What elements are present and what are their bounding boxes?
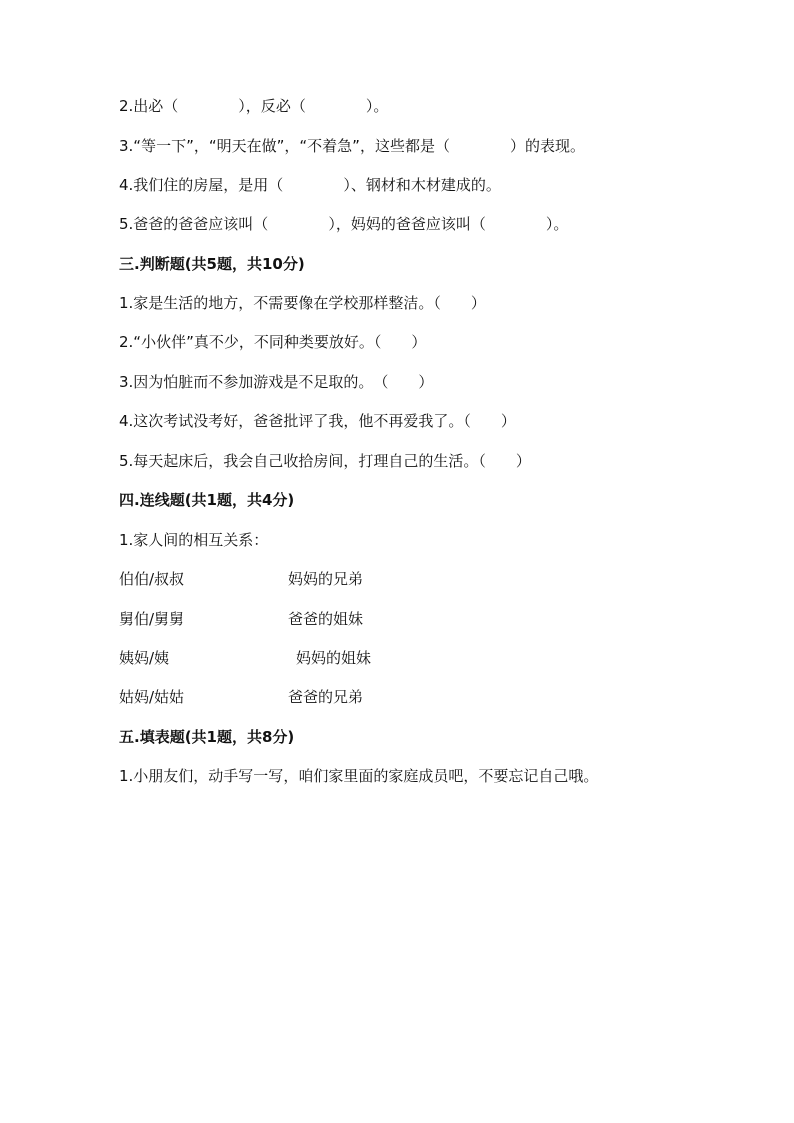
matching-question: 1.家人间的相互关系： — [119, 531, 269, 549]
judge-question-3: 3.因为怕脏而不参加游戏是不足取的。 （ ） — [119, 373, 434, 391]
matching-right-item: 妈妈的兄弟 — [288, 570, 364, 588]
section-heading-matching: 四.连线题(共1题，共4分) — [119, 491, 295, 509]
fill-blank-question-3: 3.“等一下”，“明天在做”，“不着急”，这些都是（ ）的表现。 — [119, 137, 585, 155]
judge-question-2: 2.“小伙伴”真不少，不同种类要放好。（ ） — [119, 333, 427, 351]
matching-right-item: 爸爸的姐妹 — [288, 610, 364, 628]
section-heading-table-fill: 五.填表题(共1题，共8分) — [119, 728, 295, 746]
judge-question-5: 5.每天起床后，我会自己收拾房间，打理自己的生活。（ ） — [119, 452, 531, 470]
matching-right-item: 妈妈的姐妹 — [296, 649, 372, 667]
judge-question-4: 4.这次考试没考好，爸爸批评了我，他不再爱我了。（ ） — [119, 412, 516, 430]
matching-left-item: 姑妈/姑姑 — [119, 688, 185, 706]
table-fill-question: 1.小朋友们，动手写一写，咱们家里面的家庭成员吧，不要忘记自己哦。 — [119, 767, 599, 785]
judge-question-1: 1.家是生活的地方，不需要像在学校那样整洁。（ ） — [119, 294, 486, 312]
section-heading-judge: 三.判断题(共5题，共10分) — [119, 255, 305, 273]
fill-blank-question-4: 4.我们住的房屋，是用（ ）、钢材和木材建成的。 — [119, 176, 501, 194]
matching-right-item: 爸爸的兄弟 — [288, 688, 364, 706]
matching-left-item: 姨妈/姨 — [119, 649, 170, 667]
fill-blank-question-2: 2.出必（ ），反必（ ）。 — [119, 97, 389, 115]
matching-left-item: 舅伯/舅舅 — [119, 610, 185, 628]
matching-left-item: 伯伯/叔叔 — [119, 570, 185, 588]
fill-blank-question-5: 5.爸爸的爸爸应该叫（ ），妈妈的爸爸应该叫（ ）。 — [119, 215, 569, 233]
